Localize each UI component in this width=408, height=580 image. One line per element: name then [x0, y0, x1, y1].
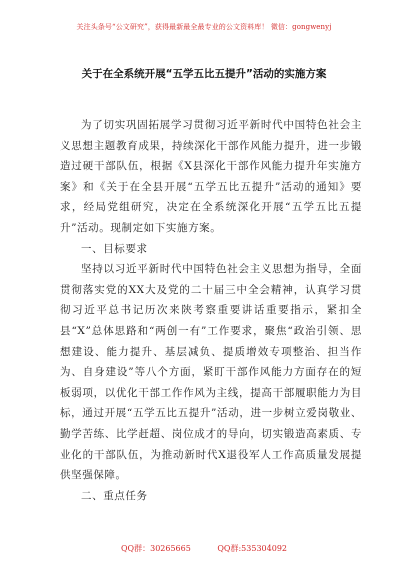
section-heading-goals: 一、目标要求 — [81, 242, 148, 255]
document-title: 关于在全系统开展“五学五比五提升”活动的实施方案 — [81, 68, 327, 80]
section-heading-tasks: 二、重点任务 — [81, 489, 148, 502]
footer-qq-group-2: QQ群:535304092 — [217, 544, 287, 553]
intro-paragraph: 为了切实巩固拓展学习贯彻习近平新时代中国特色社会主义思想主题教育成果，持续深化干部作风能力提升，进一步锻造过硬干部队伍，根据《X县深化干部作风能力提升年实施方案》和《关于在全县开展“五学五比五提升”活动的通知》要求，经局党组研究，决定在全系统深化开展“五学五比五提升”活动。现制定如下实施方案。 — [60, 119, 362, 234]
footer-contact — [0, 543, 408, 554]
goals-paragraph: 坚持以习近平新时代中国特色社会主义思想为指导，全面贯彻落实党的XX大及党的二十届三中全会精神，认真学习贯彻习近平总书记历次来陕考察重要讲话重要指示，紧扣全县“X”总体思路和“两创一有”工作要求，聚焦“政治引领、思想建设、能力提升、基层减负、提质增效专项整治、担当作为、自身建设”等八个方面，紧盯干部作风能力方面存在的短板弱项，以优化干部工作作风为主线，提高干部履职能力为目标，通过开展“五学五比五提升”活动，进一步树立爱岗敬业、勤学苦练、比学赶超、岗位成才的导向，切实锻造高素质、专业化的干部队伍，为推动新时代X退役军人工作高质量发展提供坚强保障。 — [60, 263, 362, 482]
header-banner: 关注头条号“公文研究”，获得最新最全最专业的公文资料库！ 微信：gongwenyj — [76, 23, 332, 31]
document-body — [60, 115, 362, 506]
footer-qq-group-1: QQ群：30265665 — [120, 544, 191, 553]
